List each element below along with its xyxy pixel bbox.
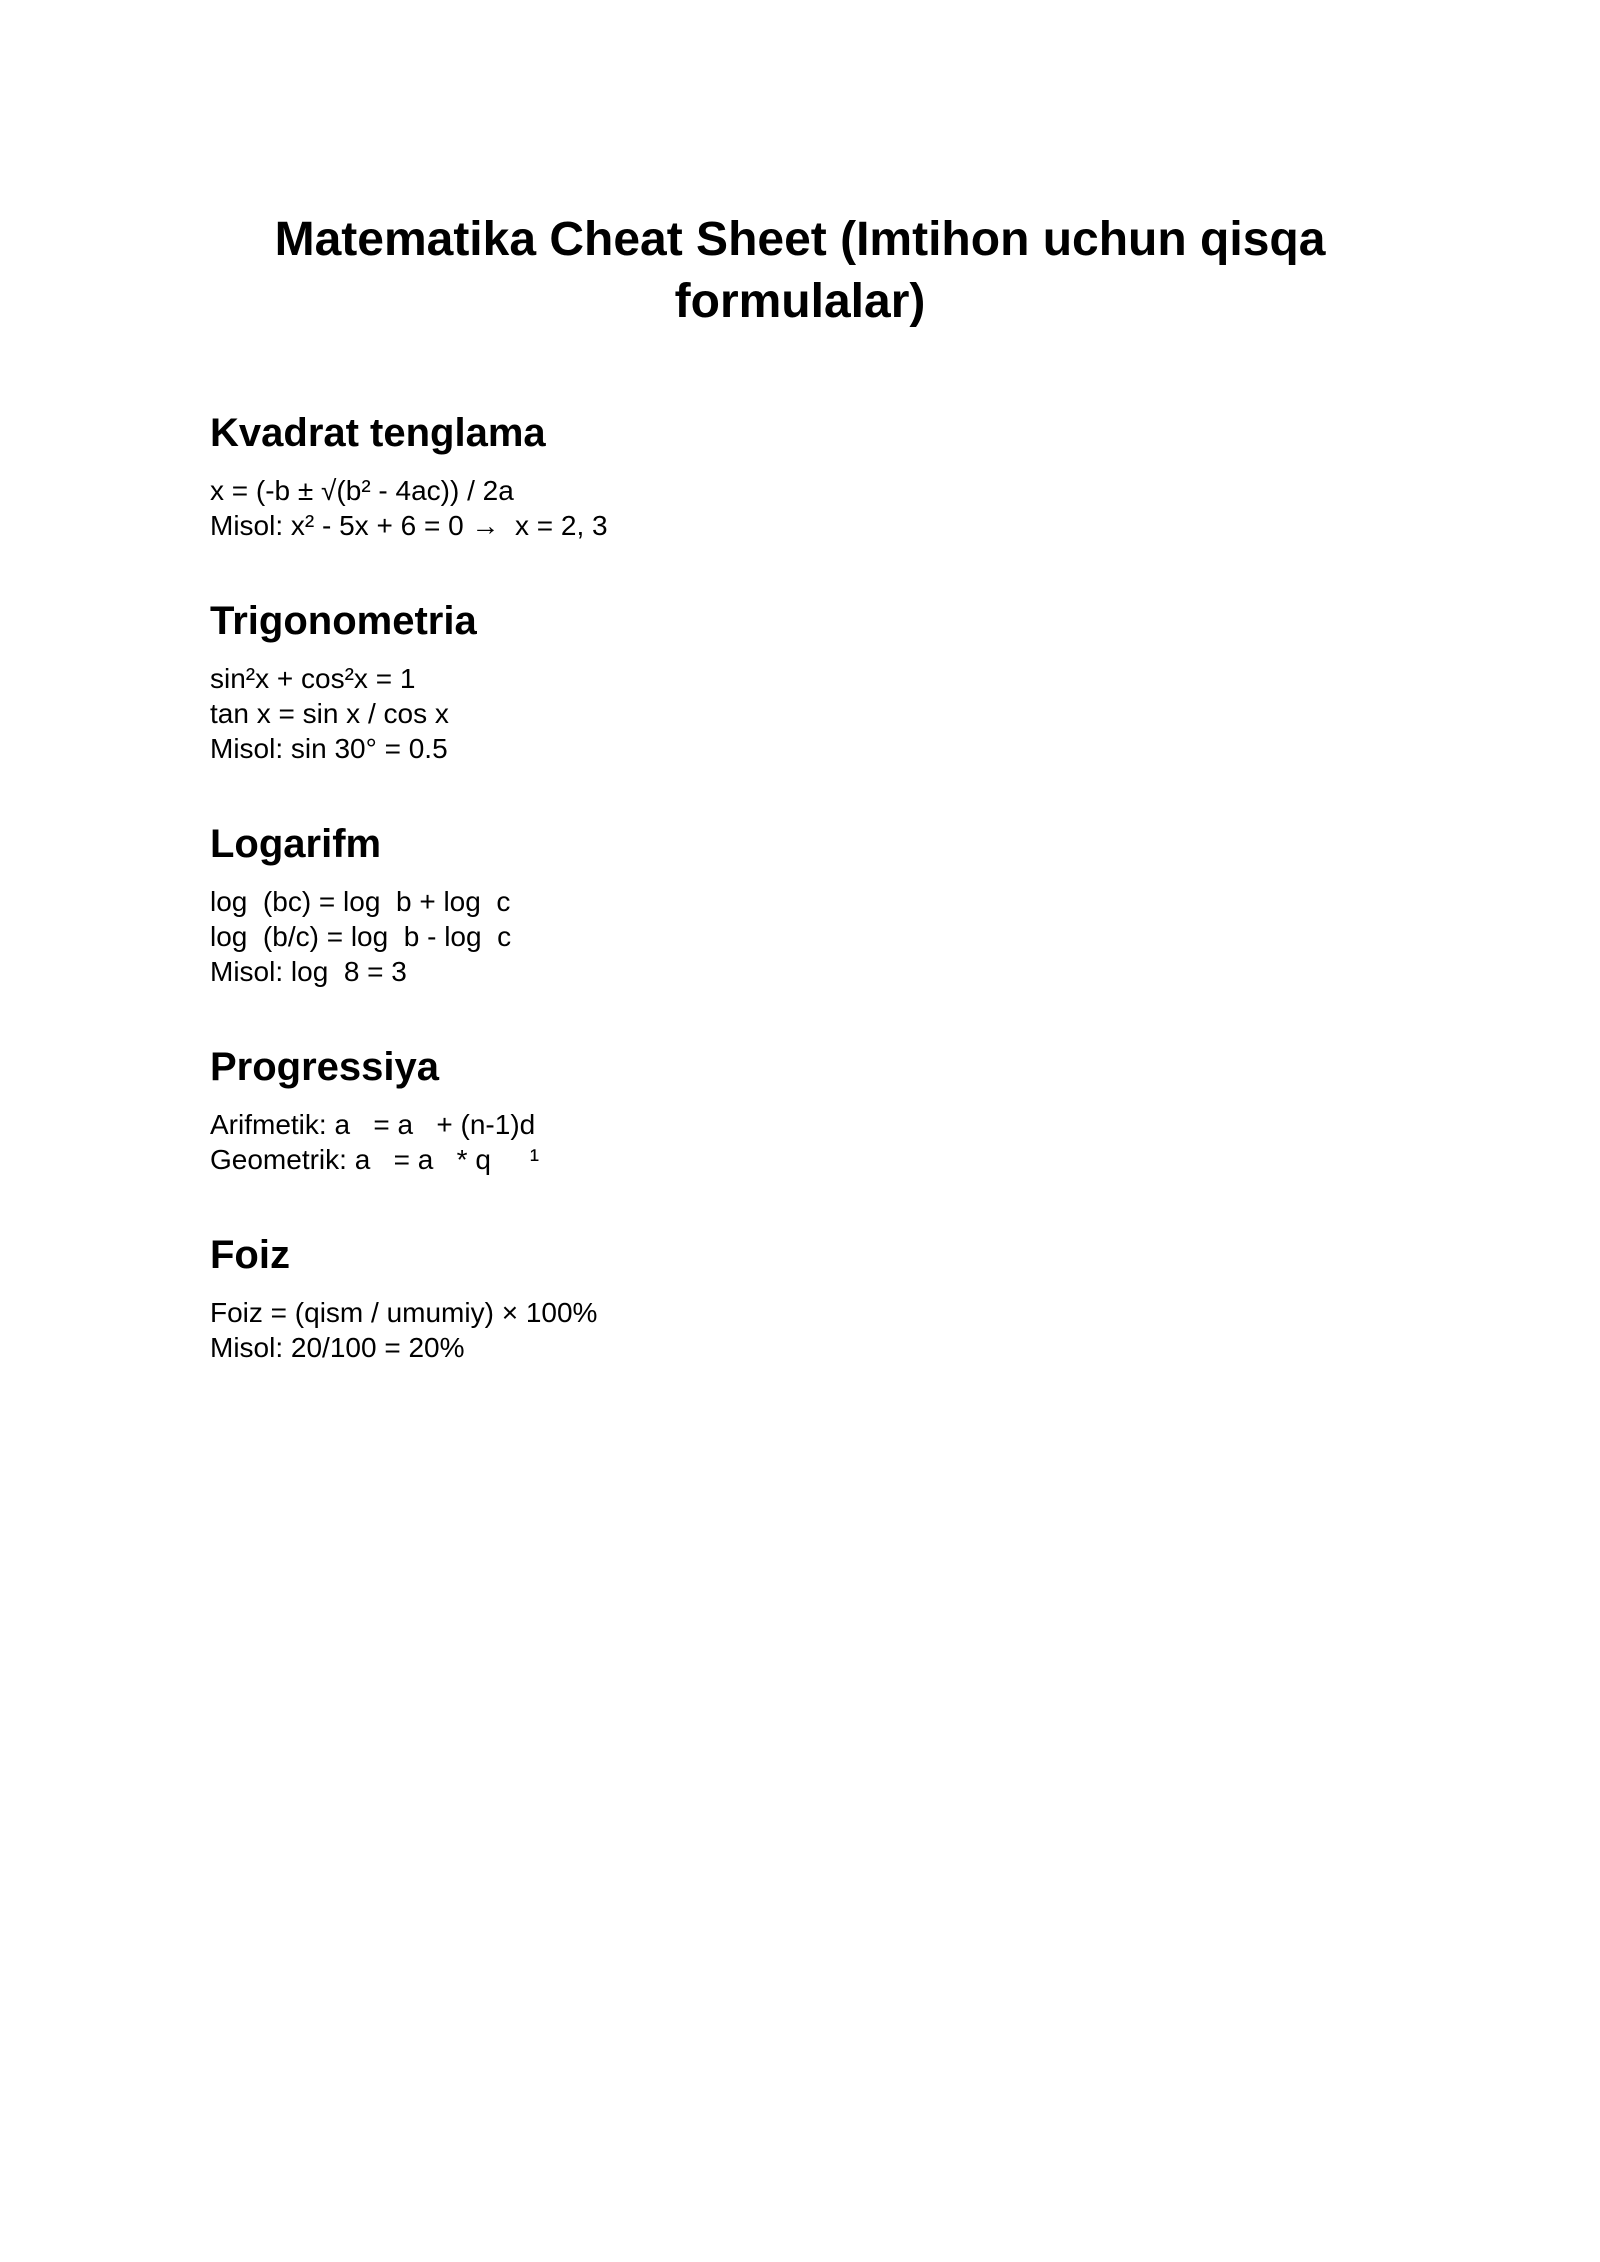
- section-logarifm: [210, 820, 1390, 989]
- formula-line: Arifmetik: a = a + (n-1)d: [210, 1109, 536, 1140]
- section-heading: Logarifm: [210, 822, 382, 866]
- formula-line: Misol: sin 30° = 0.5: [210, 733, 448, 764]
- formula-line: log (bc) = log b + log c: [210, 886, 511, 917]
- formula-line: sin²x + cos²x = 1: [210, 663, 416, 694]
- formula-line: Misol: 20/100 = 20%: [210, 1332, 465, 1363]
- formula-line: Foiz = (qism / umumiy) × 100%: [210, 1297, 598, 1328]
- document-content: [210, 0, 1390, 1365]
- formula-line: x = (-b ± √(b² - 4ac)) / 2a: [210, 475, 514, 506]
- section-heading: Kvadrat tenglama: [210, 411, 546, 455]
- section-heading: Foiz: [210, 1233, 290, 1277]
- formula-block: [210, 1295, 1390, 1365]
- formula-block: [210, 884, 1390, 989]
- formula-line: Geometrik: a = a * q ¹: [210, 1144, 540, 1175]
- section-progressiya: [210, 1043, 1390, 1177]
- section-heading: Trigonometria: [210, 599, 477, 643]
- formula-line: tan x = sin x / cos x: [210, 698, 449, 729]
- document-title: Matematika Cheat Sheet (Imtihon uchun qisqa formulalar): [274, 213, 1339, 328]
- formula-block: [210, 1107, 1390, 1177]
- section-foiz: [210, 1231, 1390, 1365]
- formula-block: [210, 661, 1390, 766]
- section-trigonometria: [210, 597, 1390, 766]
- formula-line: Misol: log 8 = 3: [210, 956, 407, 987]
- formula-line: log (b/c) = log b - log c: [210, 921, 512, 952]
- section-kvadrat-tenglama: [210, 409, 1390, 543]
- formula-line: Misol: x² - 5x + 6 = 0 → x = 2, 3: [210, 510, 608, 541]
- formula-block: [210, 473, 1390, 543]
- section-heading: Progressiya: [210, 1045, 440, 1089]
